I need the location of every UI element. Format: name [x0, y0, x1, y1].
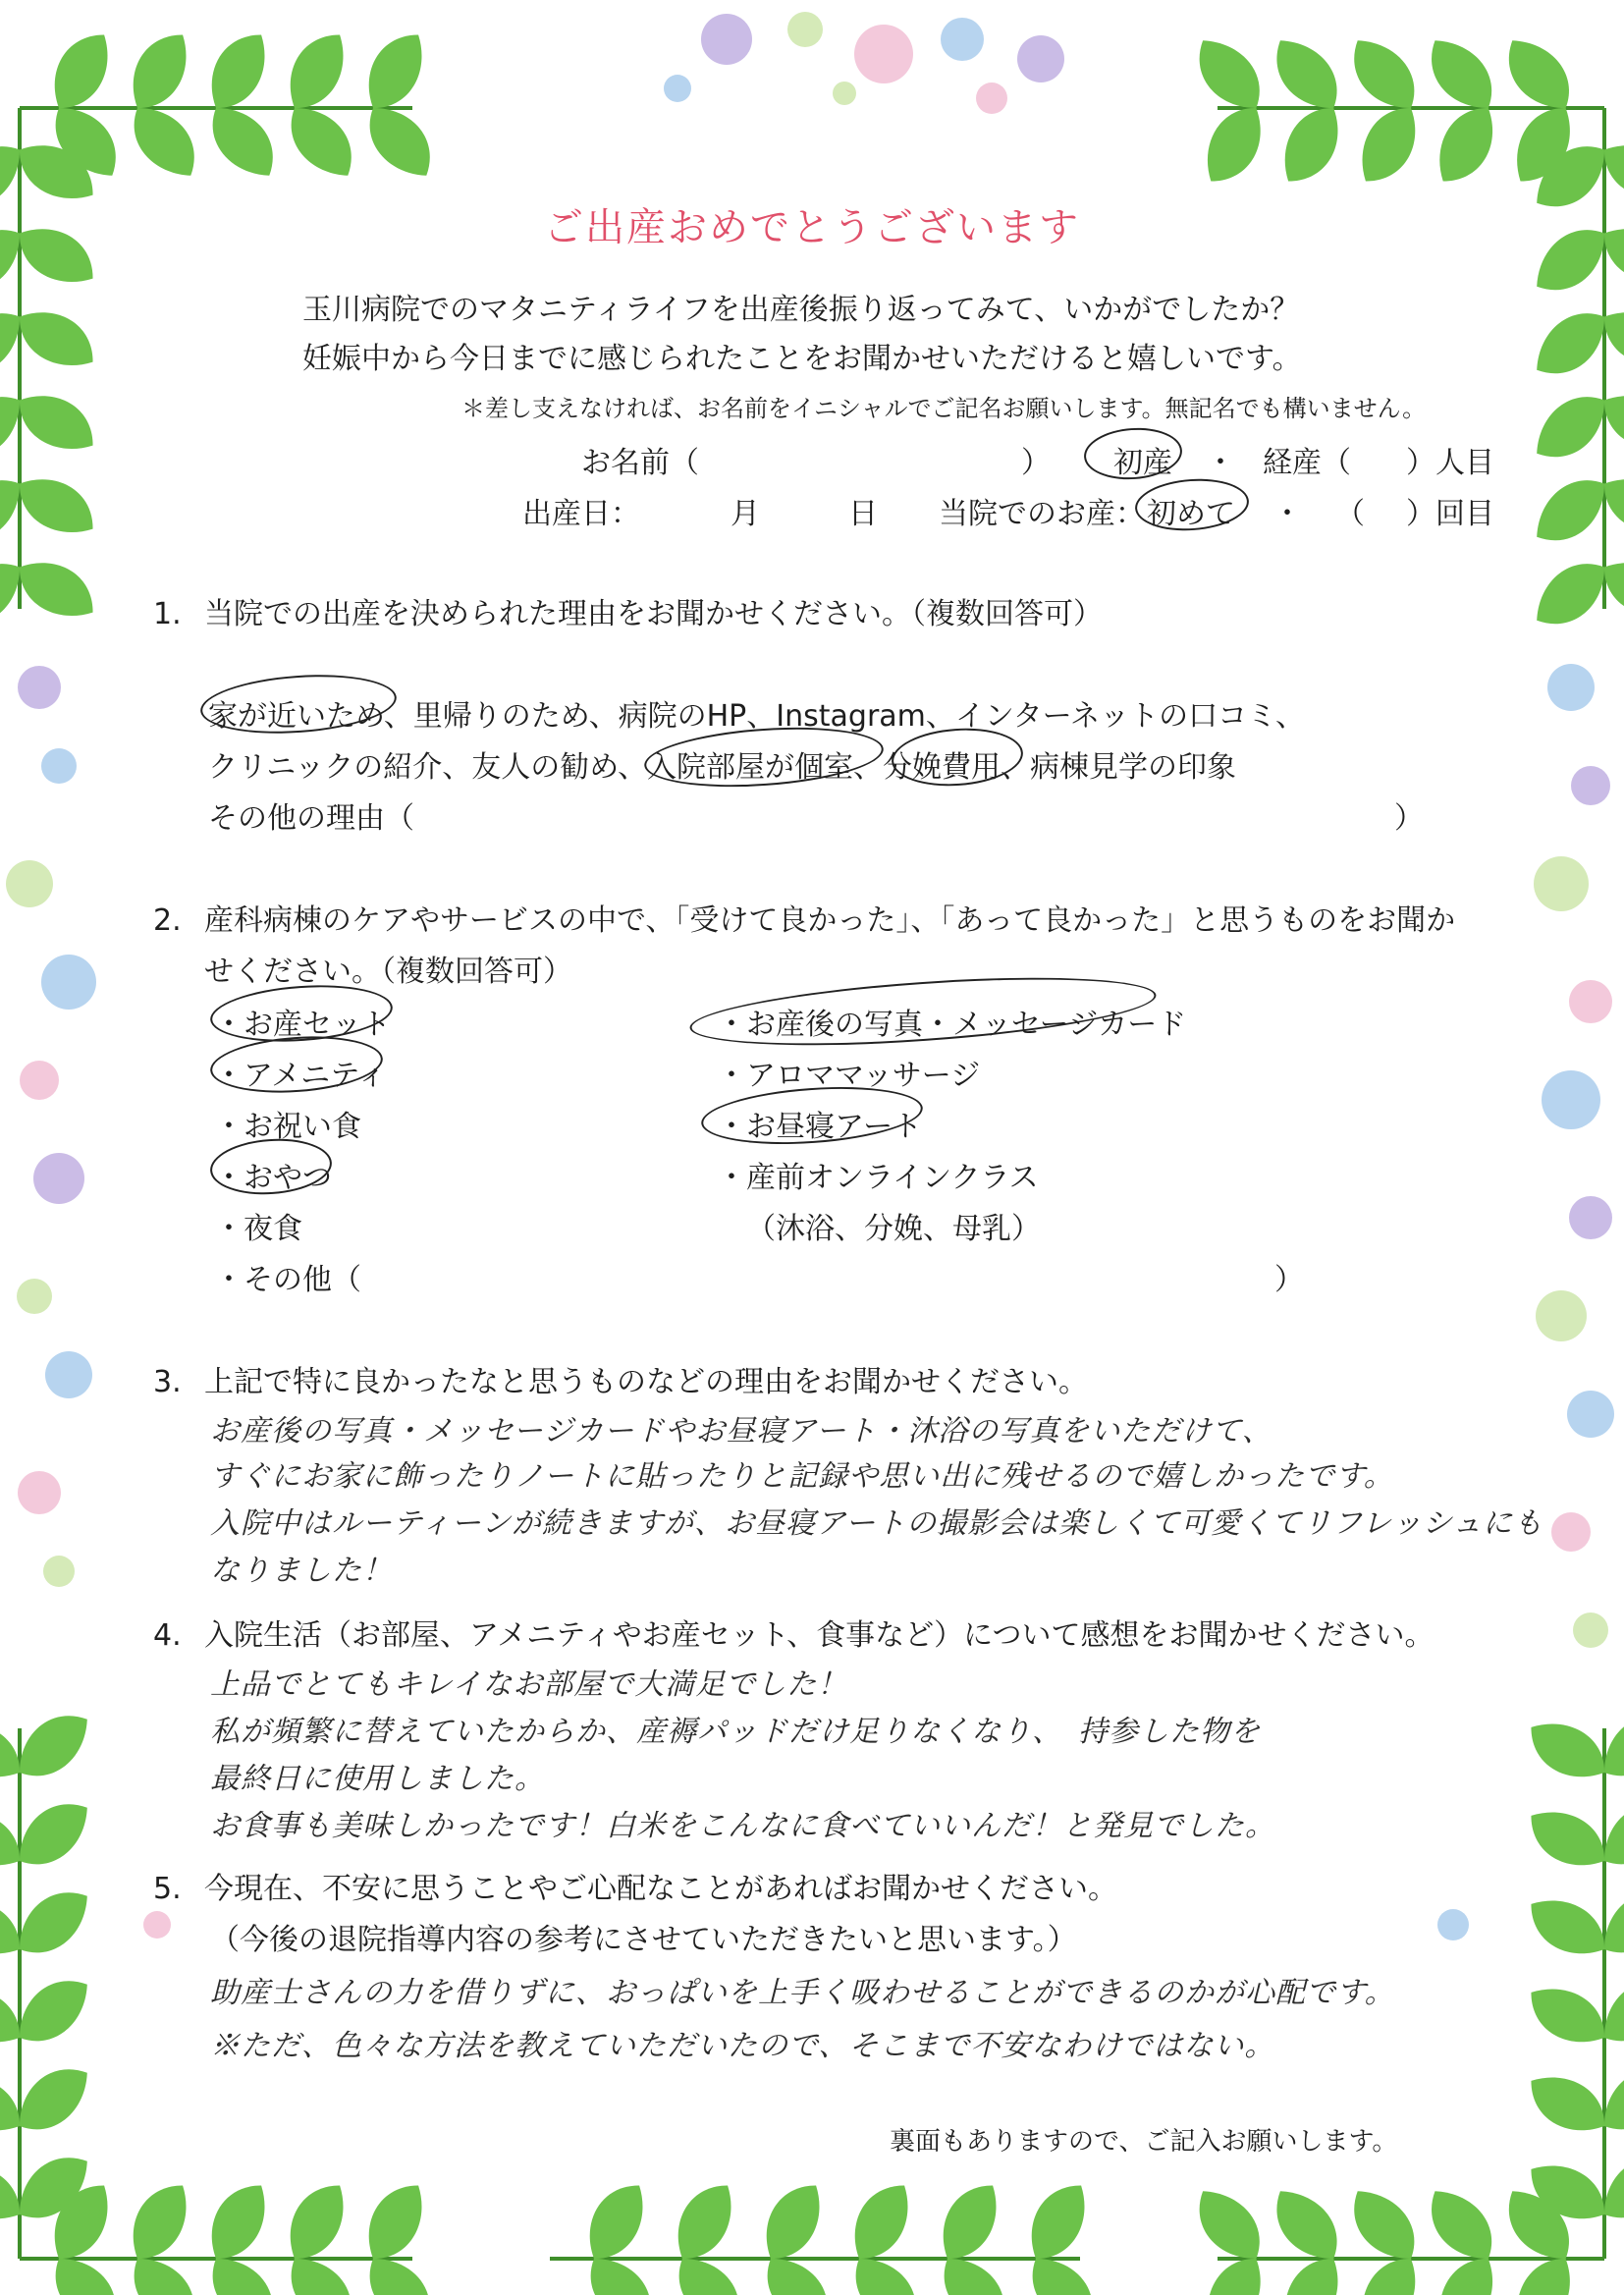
question-1-number: 1. — [153, 597, 182, 631]
leaf-icon — [661, 2173, 749, 2270]
question-4-text: 入院生活（お部屋、アメニティやお産セット、食事など）について感想をお聞かせください。 — [204, 1618, 1435, 1653]
background-dot — [1437, 1909, 1469, 1940]
leaf-icon — [37, 23, 126, 120]
question-5-number: 5. — [153, 1872, 182, 1906]
background-dot — [1569, 980, 1612, 1023]
leaf-icon — [1268, 96, 1356, 193]
leaf-icon — [1519, 1884, 1616, 1972]
leaf-icon — [931, 2244, 1019, 2295]
leaf-icon — [352, 2173, 440, 2270]
month-label: 月 — [731, 497, 760, 531]
separator-dot-2: ・ — [1272, 497, 1302, 531]
intro-line-2: 妊娠中から今日までに感じられたことをお聞かせいただけると嬉しいです。 — [302, 342, 1302, 376]
initials-note: ＊差し支えなければ、お名前をイニシャルでご記名お願いします。無記名でも構いません。 — [461, 395, 1427, 422]
q3-answer-line-1: お産後の写真・メッセージカードやお昼寝アート・沐浴の写真をいただけて、 — [210, 1414, 1272, 1448]
background-dot — [1547, 664, 1595, 711]
page-title: ご出産おめでとうございます — [544, 205, 1080, 250]
q3-answer-line-3: 入院中はルーティーンが続きますが、お昼寝アートの撮影会は楽しくて可愛くてリフレッシュにも — [210, 1506, 1543, 1541]
first-time-option[interactable]: 初めて — [1147, 497, 1235, 531]
background-dot — [1567, 1391, 1614, 1438]
q1-other-close: ） — [1394, 801, 1424, 836]
q1-other-label: その他の理由（ — [208, 801, 414, 836]
q2-option-late-meal[interactable]: ・夜食 — [214, 1212, 302, 1246]
question-2-text-2: せください。（複数回答可） — [204, 955, 572, 989]
leaf-icon — [116, 2173, 204, 2270]
q5-answer-line-1: 助産士さんの力を借りずに、おっぱいを上手く吸わせることができるのかが心配です。 — [210, 1976, 1395, 2010]
q1-option-private-room[interactable]: 入院部屋が個室 — [647, 750, 853, 785]
background-dot — [1573, 1612, 1608, 1648]
question-2-text-1: 産科病棟のケアやサービスの中で、「受けて良かった」、「あって良かった」と思うものをお聞か — [204, 903, 1456, 938]
q2-option-birth-set[interactable]: ・お産セット — [214, 1008, 391, 1042]
background-dot — [854, 25, 913, 83]
footer-note: 裏面もありますので、ご記入お願いします。 — [890, 2127, 1398, 2157]
background-dot — [18, 666, 61, 709]
leaf-icon — [8, 545, 105, 633]
background-dot — [1571, 766, 1610, 805]
paren-open: （ — [1335, 497, 1365, 531]
background-dot — [1542, 1070, 1600, 1129]
leaf-icon — [352, 23, 440, 120]
q4-answer-line-2: 私が頻繁に替えていたからか、産褥パッドだけ足りなくなり、 持参した物を — [210, 1715, 1261, 1749]
leaf-icon — [199, 2244, 288, 2295]
q4-answer-line-1: 上品でとてもキレイなお部屋で大満足でした！ — [210, 1667, 848, 1702]
leaf-icon — [572, 2173, 661, 2270]
leaf-icon — [666, 2244, 754, 2295]
background-dot — [41, 955, 96, 1010]
leaf-icon — [194, 2173, 283, 2270]
hospital-birth-label: 当院でのお産： — [939, 497, 1145, 531]
q2-option-amenity[interactable]: ・アメニティ — [214, 1059, 387, 1093]
question-3-number: 3. — [153, 1365, 182, 1399]
q2-option-other[interactable]: ・その他（ — [214, 1263, 361, 1297]
question-2 — [153, 896, 1455, 939]
background-dot — [941, 18, 984, 61]
q2-online-class-detail: （沐浴、分娩、母乳） — [746, 1212, 1041, 1246]
background-dot — [1534, 856, 1589, 911]
background-dot — [976, 82, 1007, 114]
first-birth-option[interactable]: 初産 — [1113, 446, 1172, 480]
q3-answer-line-2: すぐにお家に飾ったりノートに貼ったりと記録や思い出に残せるので嬉しかったです。 — [210, 1459, 1394, 1494]
background-dot — [787, 12, 823, 47]
birth-date-label: 出産日： — [522, 497, 640, 531]
question-2-number: 2. — [153, 903, 182, 938]
leaf-icon — [8, 378, 105, 466]
background-dot — [1551, 1512, 1591, 1552]
day-label: 日 — [848, 497, 878, 531]
q2-other-close: ） — [1274, 1263, 1304, 1297]
leaf-icon — [8, 295, 105, 383]
question-3-text: 上記で特に良かったなと思うものなどの理由をお聞かせください。 — [204, 1365, 1088, 1399]
leaf-icon — [278, 2244, 366, 2295]
leaf-icon — [1519, 2060, 1616, 2149]
q2-option-nap-art[interactable]: ・お昼寝アート — [717, 1110, 923, 1144]
name-close: ） — [1021, 446, 1051, 480]
name-label: お名前（ — [581, 446, 699, 480]
background-dot — [701, 14, 752, 65]
leaf-icon — [1519, 1707, 1616, 1795]
leaf-icon — [749, 2173, 838, 2270]
background-dot — [664, 75, 691, 102]
q1-options-row-2-start: クリニックの紹介、友人の勧め、 — [208, 750, 647, 785]
leaf-icon — [42, 2244, 131, 2295]
background-dot — [33, 1153, 84, 1204]
separator-dot: ・ — [1206, 446, 1235, 480]
experienced-label: 経産（ — [1263, 446, 1351, 480]
background-dot — [17, 1279, 52, 1314]
question-4-number: 4. — [153, 1618, 182, 1653]
background-dot — [1017, 35, 1064, 82]
background-dot — [143, 1911, 171, 1939]
q1-options-row-1-rest: 、里帰りのため、病院のHP、Instagram、インターネットの口コミ、 — [383, 699, 1305, 734]
q1-option-near-home[interactable]: 家が近いため — [208, 699, 384, 734]
leaf-icon — [194, 23, 283, 120]
background-dot — [41, 748, 77, 784]
leaf-icon — [1345, 96, 1434, 193]
leaf-icon — [1019, 2244, 1108, 2295]
background-dot — [43, 1556, 75, 1587]
leaf-icon — [116, 23, 204, 120]
q3-answer-line-4: なりました！ — [210, 1554, 393, 1588]
question-1-text: 当院での出産を決められた理由をお聞かせください。（複数回答可） — [204, 597, 1103, 631]
background-dot — [18, 1471, 61, 1514]
times-close: ）回目 — [1406, 497, 1494, 531]
q1-sep: 、 — [853, 750, 883, 785]
background-dot — [1569, 1196, 1612, 1239]
q5-answer-line-2: ※ただ、色々な方法を教えていただいたので、そこまで不安なわけではない。 — [210, 2029, 1275, 2063]
leaf-icon — [1422, 96, 1510, 193]
leaf-icon — [273, 23, 361, 120]
leaf-icon — [356, 2244, 445, 2295]
q4-answer-line-3: 最終日に使用しました。 — [210, 1762, 545, 1796]
question-4 — [153, 1611, 1435, 1654]
leaf-icon — [842, 2244, 931, 2295]
leaf-icon — [273, 2173, 361, 2270]
leaf-icon — [1190, 96, 1278, 193]
leaf-icon — [577, 2244, 666, 2295]
leaf-icon — [838, 2173, 926, 2270]
question-5-subtext: （今後の退院指導内容の参考にさせていただきたいと思います。） — [210, 1923, 1077, 1957]
leaf-icon — [8, 462, 105, 550]
q2-option-celebration-meal[interactable]: ・お祝い食 — [214, 1110, 361, 1144]
leaf-icon — [754, 2244, 842, 2295]
question-5 — [153, 1864, 1117, 1907]
background-dot — [45, 1351, 92, 1398]
question-3 — [153, 1357, 1088, 1400]
q1-option-delivery-cost[interactable]: 分娩費用 — [883, 750, 1001, 785]
q2-option-snack[interactable]: ・おやつ — [214, 1161, 332, 1195]
q1-options-row-2-end: 、病棟見学の印象 — [1001, 750, 1236, 785]
leaf-icon — [926, 2173, 1014, 2270]
question-5-text: 今現在、不安に思うことやご心配なことがあればお聞かせください。 — [204, 1872, 1117, 1906]
leaf-icon — [1519, 1972, 1616, 2060]
background-dot — [833, 82, 856, 105]
leaf-icon — [121, 2244, 209, 2295]
q2-option-aroma-massage[interactable]: ・アロママッサージ — [717, 1059, 981, 1093]
q2-option-online-class[interactable]: ・産前オンラインクラス — [717, 1161, 1039, 1195]
q2-option-postpartum-photo[interactable]: ・お産後の写真・メッセージカード — [717, 1008, 1187, 1042]
times-label: ）人目 — [1406, 446, 1494, 480]
leaf-icon — [1014, 2173, 1103, 2270]
intro-line-1: 玉川病院でのマタニティライフを出産後振り返ってみて、いかがでしたか？ — [302, 293, 1300, 327]
background-dot — [6, 860, 53, 907]
q4-answer-line-4: お食事も美味しかったです！白米をこんなに食べていいんだ！と発見でした。 — [210, 1809, 1275, 1843]
leaf-icon — [1519, 1795, 1616, 1884]
background-dot — [20, 1061, 59, 1100]
question-1 — [153, 589, 1103, 632]
background-dot — [1536, 1290, 1587, 1341]
